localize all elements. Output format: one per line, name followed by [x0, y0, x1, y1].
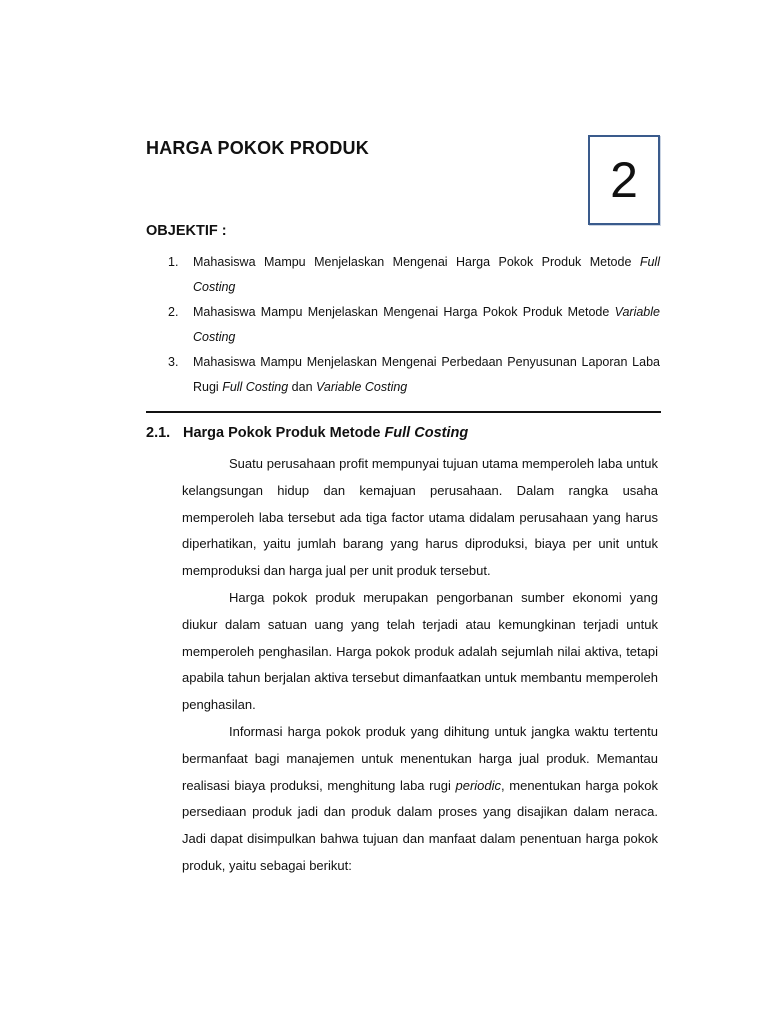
objective-italic-term: Full Costing	[222, 380, 289, 394]
paragraph: Harga pokok produk merupakan pengorbanan sumber ekonomi yang diukur dalam satuan uang yang telah terjadi atau kemungkinan terjadi untuk memperoleh penghasilan. Harga pokok produk adalah sejumlah nilai aktiva, tetapi apabila tahun berjalan aktiva tersebut dimanfaatkan untuk membantu memperoleh penghasilan.	[182, 589, 658, 713]
chapter-number: 2	[610, 152, 638, 208]
section-body	[182, 451, 658, 880]
objective-number: 3.	[168, 355, 179, 369]
section-title: Harga Pokok Produk Metode	[183, 425, 385, 441]
paragraph	[182, 719, 658, 880]
objective-text: Mahasiswa Mampu Menjelaskan Mengenai Harga Pokok Produk Metode	[193, 255, 640, 269]
chapter-title: HARGA POKOK PRODUK	[146, 138, 369, 158]
paragraph: Suatu perusahaan profit mempunyai tujuan utama memperoleh laba untuk kelangsungan hidup dan kemajuan perusahaan. Dalam rangka usaha memperoleh laba tersebut ada tiga factor utama didalam perusahaan yang harus diperhatikan, yaitu jumlah barang yang harus diproduksi, biaya per unit untuk memproduksi dan harga jual per unit produk tersebut.	[182, 456, 658, 579]
objective-text: Mahasiswa Mampu Menjelaskan Mengenai Perbedaan Penyusunan Laporan Laba Rugi	[193, 355, 660, 394]
objective-text-joiner: dan	[288, 380, 316, 394]
objective-italic-term: Variable Costing	[193, 305, 660, 344]
section-heading	[146, 425, 468, 441]
objective-item	[146, 350, 660, 400]
section-title-italic: Full Costing	[384, 425, 469, 441]
objective-italic-term: Full Costing	[193, 255, 660, 294]
objective-item	[146, 250, 660, 300]
objectives-heading: OBJEKTIF :	[146, 223, 227, 239]
paragraph-text: , menentukan harga pokok persediaan produk jadi dan produk dalam proses yang disajikan dalam neraca. Jadi dapat disimpulkan bahwa tujuan dan manfaat dalam penentuan harga pokok produk, yaitu sebagai berikut:	[182, 777, 658, 873]
objectives-list	[146, 250, 660, 400]
objective-item	[146, 300, 660, 350]
paragraph-text: Informasi harga pokok produk yang dihitung untuk jangka waktu tertentu bermanfaat bagi manajemen untuk menentukan harga jual produk. Memantau realisasi biaya produksi, menghitung laba rugi	[182, 723, 658, 793]
objective-text: Mahasiswa Mampu Menjelaskan Mengenai Harga Pokok Produk Metode	[193, 305, 615, 319]
section-number: 2.1.	[146, 425, 171, 441]
section-divider	[146, 411, 661, 413]
objective-number: 2.	[168, 305, 179, 319]
objective-number: 1.	[168, 255, 179, 269]
objective-italic-term-2: Variable Costing	[316, 380, 408, 394]
chapter-number-box	[588, 135, 660, 225]
paragraph-italic-term: periodic	[455, 777, 502, 793]
